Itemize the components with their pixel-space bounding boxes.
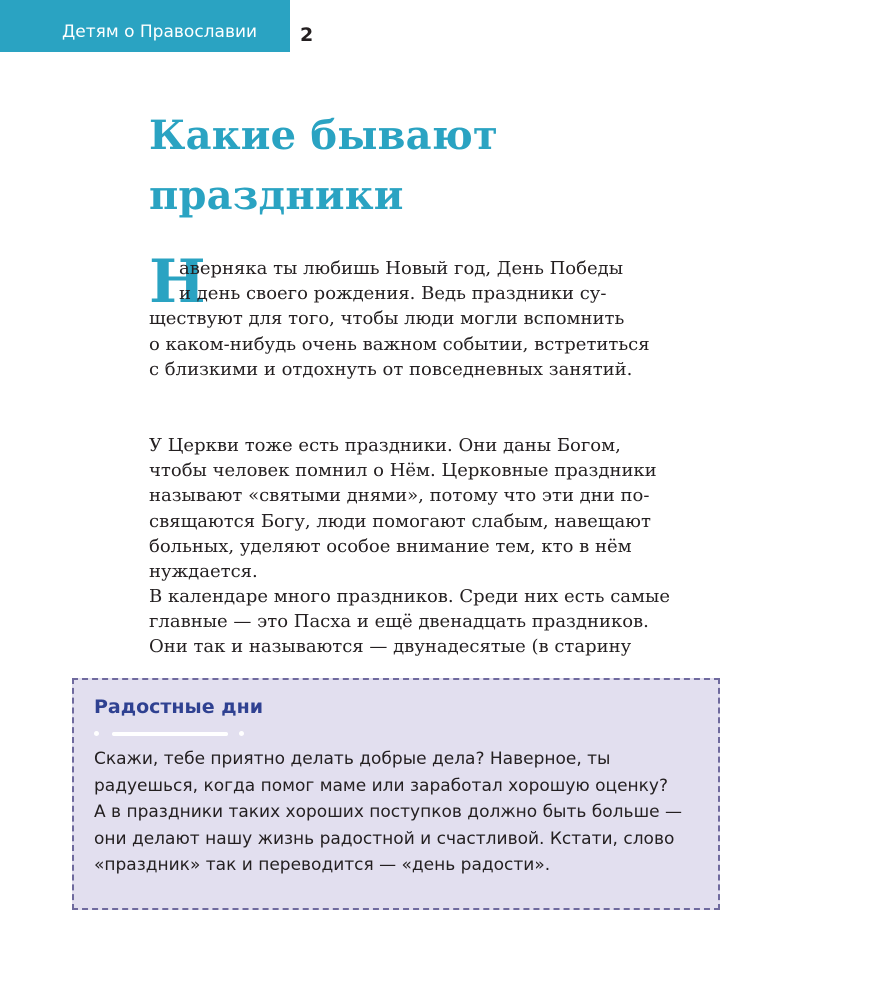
callout-body: [94, 746, 682, 879]
divider-dot: [239, 731, 244, 736]
page-title-line: Какие бывают: [149, 112, 498, 159]
paragraph-1: [149, 256, 650, 382]
paragraph-line: ществуют для того, чтобы люди могли вспомнить: [149, 308, 625, 330]
callout-divider: [94, 729, 246, 739]
page-title: [149, 106, 498, 226]
paragraph-line: чтобы человек помнил о Нём. Церковные праздники: [149, 460, 657, 482]
callout-line: радуешься, когда помог маме или заработал хорошую оценку?: [94, 775, 669, 796]
paragraph-line: главные — это Пасха и ещё двенадцать праздников.: [149, 611, 649, 633]
paragraph-line: У Церкви тоже есть праздники. Они даны Богом,: [149, 435, 621, 456]
callout-title: Радостные дни: [94, 696, 264, 718]
page-number: 2: [300, 24, 314, 46]
paragraph-line: и день своего рождения. Ведь праздники су-: [179, 283, 607, 305]
divider-line: [112, 732, 228, 736]
paragraph-2: [149, 433, 657, 584]
callout-line: «праздник» так и переводится — «день радости».: [94, 855, 551, 875]
paragraph-3: [149, 584, 670, 660]
paragraph-line: нуждается.: [149, 561, 258, 583]
section-header-tab: [0, 0, 290, 52]
paragraph-line: о каком-нибудь очень важном событии, встретиться: [149, 333, 650, 355]
page-title-line: праздники: [149, 172, 404, 219]
paragraph-line: В календаре много праздников. Среди них есть самые: [149, 586, 670, 607]
section-name: Детям о Православии: [62, 22, 258, 42]
paragraph-line: свящаются Богу, люди помогают слабым, навещают: [149, 510, 651, 532]
paragraph-line: называют «святыми днями», потому что эти дни по-: [149, 485, 650, 507]
drop-cap: Н: [149, 247, 206, 317]
paragraph-line: аверняка ты любишь Новый год, День Победы: [179, 258, 624, 279]
paragraph-line: Они так и называются — двунадесятые (в старину: [149, 636, 632, 658]
callout-line: А в праздники таких хороших поступков должно быть больше —: [94, 802, 682, 822]
paragraph-line: с близкими и отдохнуть от повседневных занятий.: [149, 358, 633, 380]
callout-line: они делают нашу жизнь радостной и счастливой. Кстати, слово: [94, 828, 675, 849]
divider-dot: [94, 731, 99, 736]
callout-line: Скажи, тебе приятно делать добрые дела? Наверное, ты: [94, 749, 611, 769]
paragraph-line: больных, уделяют особое внимание тем, кто в нём: [149, 535, 632, 557]
